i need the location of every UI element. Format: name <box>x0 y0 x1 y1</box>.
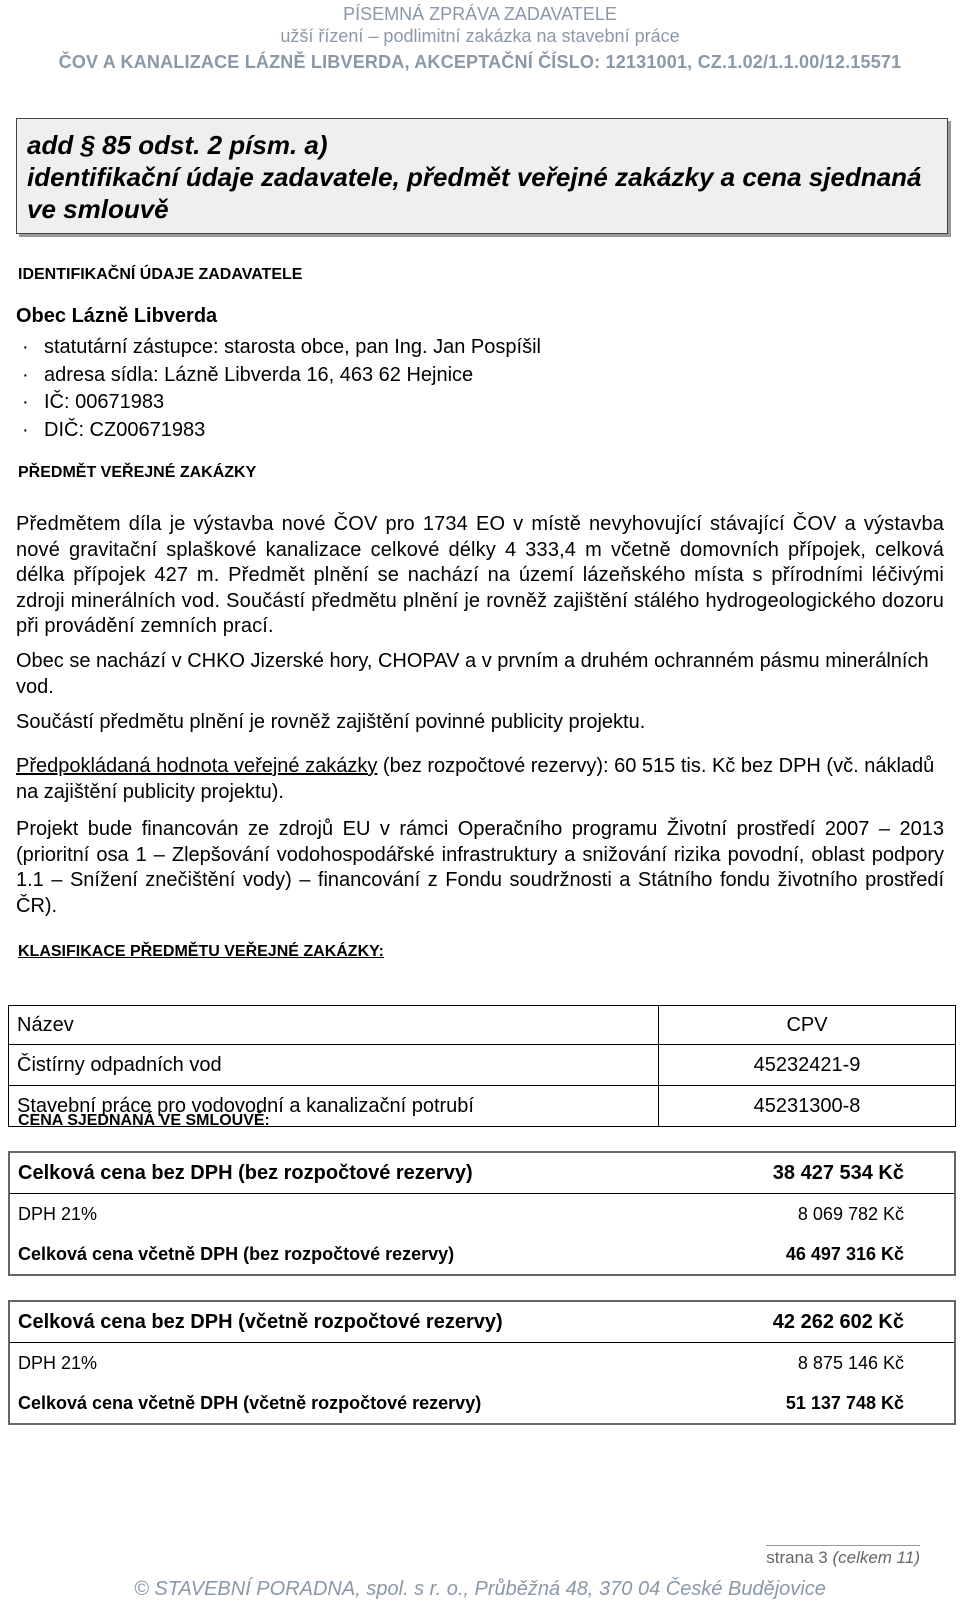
footer-company: © STAVEBNÍ PORADNA, spol. s r. o., Průběžná 48, 370 04 České Budějovice <box>134 1578 826 1600</box>
table-row: Celková cena bez DPH (bez rozpočtové rezervy) 38 427 534 Kč <box>9 1152 955 1194</box>
title-box <box>16 118 948 234</box>
identity-list <box>22 334 541 444</box>
header-line-1: PÍSEMNÁ ZPRÁVA ZADAVATELE <box>343 4 617 24</box>
list-item: · adresa sídla: Lázně Libverda 16, 463 62 Hejnice <box>22 363 474 386</box>
table-row: Celková cena bez DPH (včetně rozpočtové rezervy) 42 262 602 Kč <box>9 1301 955 1343</box>
column-header-cpv: CPV <box>659 1006 956 1045</box>
subject-heading: PŘEDMĚT VEŘEJNÉ ZAKÁZKY <box>18 464 257 481</box>
table-row: Celková cena včetně DPH (včetně rozpočtové rezervy) 51 137 748 Kč <box>18 1392 904 1413</box>
table-row: Celková cena včetně DPH (bez rozpočtové rezervy) 46 497 316 Kč <box>18 1243 904 1264</box>
price-table-with-reserve <box>8 1300 956 1425</box>
contracting-authority-name: Obec Lázně Libverda <box>16 305 218 327</box>
identity-heading: IDENTIFIKAČNÍ ÚDAJE ZADAVATELE <box>18 266 303 283</box>
page-number: strana 3 (celkem 11) <box>766 1545 920 1568</box>
subject-paragraph-2: Obec se nachází v CHKO Jizerské hory, CHOPAV a v prvním a druhém ochranném pásmu minerálních vod. <box>16 650 929 698</box>
classification-heading: KLASIFIKACE PŘEDMĚTU VEŘEJNÉ ZAKÁZKY: <box>18 943 384 960</box>
price-table-without-reserve <box>8 1151 956 1276</box>
cpv-table <box>8 1005 956 1127</box>
subject-paragraph-4: Předpokládaná hodnota veřejné zakázky (bez rozpočtové rezervy): 60 515 tis. Kč bez DPH (vč. nákladů na zajištění publicity projektu). <box>16 755 935 803</box>
header-line-3: ČOV A KANALIZACE LÁZNĚ LIBVERDA, AKCEPTAČNÍ ČÍSLO: 12131001, CZ.1.02/1.1.00/12.15571 <box>58 52 902 72</box>
column-header-name: Název <box>9 1006 659 1045</box>
header-line-2: užší řízení – podlimitní zakázka na stavební práce <box>280 26 680 46</box>
price-heading: CENA SJEDNANÁ VE SMLOUVĚ: <box>18 1112 270 1129</box>
list-item: · statutární zástupce: starosta obce, pan Ing. Jan Pospíšil <box>22 336 541 358</box>
subject-paragraph-5: Projekt bude financován ze zdrojů EU v rámci Operačního programu Životní prostředí 2007 – 2013 (prioritní osa 1 – Zlepšování vodohospodářské infrastruktury a snižování rizika povodní, oblast podpory 1.1 – Snížení znečištění vody) – financování z Fondu soudržnosti a Státního fondu životního prostředí ČR). <box>16 818 944 917</box>
table-row: Stavební práce pro vodovodní a kanalizační potrubí 45231300-8 <box>9 1086 956 1127</box>
table-row: DPH 21% 8 069 782 Kč <box>18 1203 904 1224</box>
subject-paragraph-3: Součástí předmětu plnění je rovněž zajištění povinné publicity projektu. <box>16 711 646 733</box>
list-item: · DIČ: CZ00671983 <box>22 418 206 441</box>
table-row: DPH 21% 8 875 146 Kč <box>18 1352 904 1373</box>
title-line-2: identifikační údaje zadavatele, předmět veřejné zakázky a cena sjednaná ve smlouvě <box>27 162 922 224</box>
list-item: · IČ: 00671983 <box>22 391 165 413</box>
table-row <box>9 1006 956 1045</box>
estimated-value-label: Předpokládaná hodnota veřejné zakázky <box>16 755 378 777</box>
table-row: Čistírny odpadních vod 45232421-9 <box>9 1045 956 1086</box>
subject-paragraph-1: Předmětem díla je výstavba nové ČOV pro 1734 EO v místě nevyhovující stávající ČOV a výstavba nové gravitační splaškové kanalizace celkové délky 4 333,4 m včetně domovních přípojek, celková délka přípojek 427 m. Předmět plnění se nachází na území lázeňského místa s přírodními léčivými zdroji minerálních vod. Součástí předmětu plnění je rovněž zajištění stálého hydrogeologického dozoru při provádění zemních prací. <box>16 513 944 637</box>
title-line-1: add § 85 odst. 2 písm. a) <box>27 130 328 160</box>
